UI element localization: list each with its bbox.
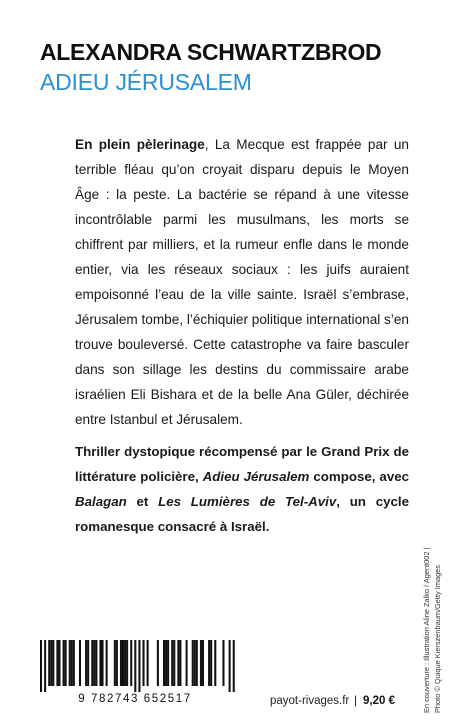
pitch-text-1: Thriller dystopique récompensé par le Grand Prix de littérature policière, xyxy=(75,444,409,484)
pitch-text-4: , un cycle romanesque consacré à Israël. xyxy=(75,494,409,534)
barcode-bar xyxy=(40,640,42,692)
barcode-bar xyxy=(63,640,65,686)
cover-credits xyxy=(421,537,451,713)
barcode-bar xyxy=(171,640,173,686)
barcode-bar xyxy=(79,640,81,686)
barcode-bar xyxy=(208,640,210,686)
barcode-bar xyxy=(71,640,73,686)
barcode-bar xyxy=(87,640,89,686)
pitch-book-title-2: Balagan xyxy=(75,494,127,509)
synopsis-body: , La Mecque est frappée par un terrible fléau qu’on croyait disparu depuis le Moyen Âge : la peste. La bactérie se répand à une vitesse incontrôlable parmi les musulmans, les morts se chiffrent par milliers, et la rumeur enfle dans le monde entier, via les réseaux sociaux : les juifs auraient empoisonné l’eau de la ville sainte. Israël s’embrase, Jérusalem tombe, l’échiquier politique international s’en trouve bouleversé. Cette catastrophe va faire basculer dans son sillage les destins du commissaire arabe israélien Eli Bishara et de la belle Ana Güler, déchirée entre Istanbul et Jérusalem. xyxy=(75,137,409,427)
isbn-barcode xyxy=(30,640,240,700)
barcode-bar xyxy=(134,640,136,692)
pitch-book-title-1: Adieu Jérusalem xyxy=(202,469,310,484)
barcode-bar xyxy=(214,640,216,686)
barcode-bar xyxy=(167,640,169,686)
credits-line-illustration: En couverture : Illustration Aline Zalko / Agent002 | xyxy=(422,547,431,713)
barcode-bar xyxy=(85,640,87,686)
barcode-bar xyxy=(95,640,97,686)
barcode-bar xyxy=(233,640,235,692)
barcode-bar xyxy=(143,640,145,686)
barcode-bar xyxy=(177,640,179,686)
barcode-bar xyxy=(50,640,52,686)
barcode-bar xyxy=(194,640,196,686)
barcode-bar xyxy=(56,640,58,686)
author-name: ALEXANDRA SCHWARTZBROD xyxy=(40,39,382,65)
barcode-bar xyxy=(91,640,93,686)
barcode-bar xyxy=(48,640,50,686)
barcode-bar xyxy=(65,640,67,686)
barcode-bar xyxy=(93,640,95,686)
barcode-bar xyxy=(126,640,128,686)
barcode-bar xyxy=(58,640,60,686)
barcode-bar xyxy=(99,640,101,686)
barcode-bar xyxy=(186,640,188,686)
barcode-bar xyxy=(210,640,212,686)
barcode-bar xyxy=(222,640,224,686)
barcode-bar xyxy=(114,640,116,686)
price-label: 9,20 € xyxy=(363,695,395,707)
series-pitch-paragraph xyxy=(75,439,409,539)
barcode-bar xyxy=(102,640,104,686)
barcode-bar xyxy=(138,640,140,692)
barcode-bars xyxy=(30,640,240,692)
publisher-website: payot-rivages.fr xyxy=(270,695,350,707)
barcode-bar xyxy=(196,640,198,686)
barcode-bar xyxy=(122,640,124,686)
barcode-bar xyxy=(106,640,108,686)
barcode-bar xyxy=(200,640,202,686)
pitch-text-2: compose, avec xyxy=(309,469,409,484)
footer-separator: | xyxy=(354,693,358,707)
barcode-bar xyxy=(116,640,118,686)
barcode-bar xyxy=(120,640,122,686)
barcode-bar xyxy=(130,640,132,686)
barcode-bar xyxy=(69,640,71,686)
barcode-bar xyxy=(165,640,167,686)
barcode-bar xyxy=(147,640,149,686)
credits-line-photo: Photo © Quique Kierszenbaum/Getty Images xyxy=(433,565,442,713)
pitch-book-title-3: Les Lumières de Tel-Aviv xyxy=(158,494,337,509)
barcode-bar xyxy=(157,640,159,686)
barcode-bar xyxy=(124,640,126,686)
synopsis-lead: En plein pèlerinage xyxy=(75,137,205,152)
isbn-number: 9 782743 652517 xyxy=(78,693,192,705)
pitch-text-3: et xyxy=(126,494,159,509)
barcode-bar xyxy=(163,640,165,686)
barcode-bar xyxy=(44,640,46,692)
barcode-bar xyxy=(73,640,75,686)
barcode-bar xyxy=(52,640,54,686)
barcode-bar xyxy=(173,640,175,686)
barcode-bar xyxy=(179,640,181,686)
barcode-bar xyxy=(192,640,194,686)
barcode-bar xyxy=(229,640,231,692)
synopsis-paragraph xyxy=(75,132,409,432)
book-title: ADIEU JÉRUSALEM xyxy=(40,69,252,95)
barcode-bar xyxy=(202,640,204,686)
